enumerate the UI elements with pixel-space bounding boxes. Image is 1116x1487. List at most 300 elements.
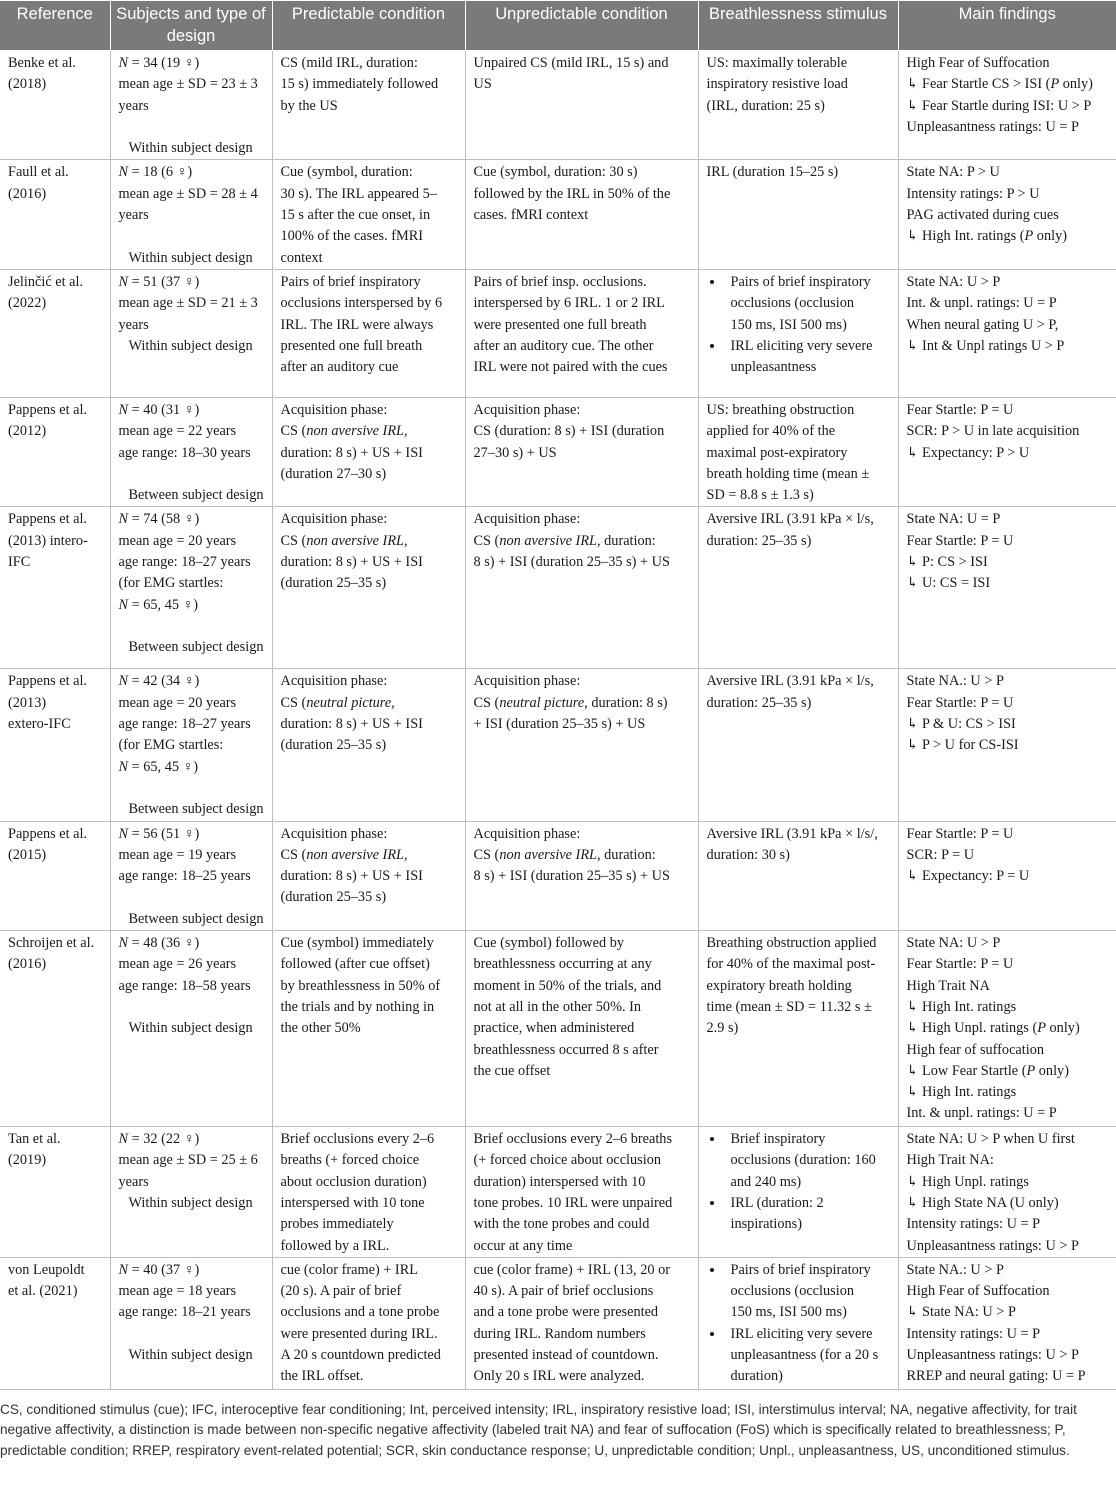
cell-stimulus bbox=[698, 507, 898, 669]
cell-line: 15 s after the cue onset, in bbox=[280, 207, 431, 224]
cell-subjects bbox=[110, 269, 272, 397]
cell-predictable bbox=[272, 51, 465, 160]
cell-subjects bbox=[110, 397, 272, 506]
cell-line: (2016) bbox=[8, 185, 47, 202]
cell-line: Fear Startle: P = U bbox=[906, 532, 1014, 549]
table-row bbox=[0, 160, 1116, 269]
stimulus-bullet-list bbox=[707, 1260, 890, 1388]
cell-line bbox=[119, 778, 264, 799]
cell-line: State NA.: U > P bbox=[906, 673, 1004, 690]
cell-line: tone probes. 10 IRL were unpaired bbox=[473, 1194, 673, 1211]
cell-reference bbox=[0, 269, 110, 397]
cell-line: about occlusion duration) bbox=[280, 1173, 427, 1190]
cell-line: Within subject design bbox=[128, 1194, 253, 1211]
cell-line: N = 56 (51 ♀) bbox=[118, 825, 200, 842]
cell-line: (20 s). A pair of brief bbox=[280, 1283, 402, 1300]
cell-findings bbox=[898, 1257, 1116, 1389]
cell-line: (2016) bbox=[8, 956, 47, 973]
cell-line: age range: 18–27 years bbox=[118, 554, 251, 571]
cell-line: (+ forced choice about occlusion bbox=[473, 1152, 661, 1169]
cell-line: by the US bbox=[280, 97, 338, 114]
table-row bbox=[0, 51, 1116, 160]
cell-line: ↳ High Unpl. ratings (P only) bbox=[906, 1020, 1080, 1037]
cell-line: Intensity ratings: P > U bbox=[906, 185, 1040, 202]
cell-line: IFC bbox=[8, 554, 31, 571]
cell-line: ↳ High Unpl. ratings bbox=[906, 1173, 1029, 1190]
cell-line: Cue (symbol) followed by bbox=[473, 935, 624, 952]
table-footnote: CS, conditioned stimulus (cue); IFC, interoceptive fear conditioning; Int, perceived intensity; IRL, inspiratory resistive load; ISI, interstimulus interval; NA, negative affectivity, for trait negative affectivity, a distinction is made between non-specific negative affectivity (labeled trait NA) and fear of suffocation (FoS) which is specifically related to breathlessness; P, predictable condition; RREP, respiratory event-related potential; SCR, skin conductance response; U, unpredictable condition; Unpl., unpleasantness, US, unconditioned stimulus. bbox=[0, 1401, 1077, 1458]
stimulus-bullet-list bbox=[707, 1129, 890, 1235]
cell-stimulus bbox=[698, 669, 898, 821]
cell-line: SCR: P > U in late acquisition bbox=[906, 423, 1080, 440]
cell-line: followed by a IRL. bbox=[280, 1237, 390, 1254]
cell-subjects bbox=[110, 1257, 272, 1389]
cell-line: breaths (+ forced choice bbox=[280, 1152, 420, 1169]
cell-line: N = 40 (31 ♀) bbox=[118, 401, 200, 418]
cell-line: unpleasantness (for a 20 s bbox=[730, 1346, 879, 1363]
cell-line: Pappens et al. bbox=[8, 673, 88, 690]
cell-line: N = 48 (36 ♀) bbox=[118, 935, 200, 952]
cell-line: Int. & unpl. ratings: U = P bbox=[906, 295, 1057, 312]
cell-line: US: maximally tolerable bbox=[706, 55, 848, 71]
stimulus-bullet-item bbox=[725, 1324, 890, 1388]
cell-line: and a tone probe were presented bbox=[473, 1304, 659, 1321]
cell-line bbox=[119, 117, 264, 138]
cell-line: IRL. The IRL were always bbox=[280, 316, 434, 333]
cell-line: (IRL, duration: 25 s) bbox=[706, 97, 825, 114]
cell-line: Within subject design bbox=[128, 1346, 253, 1363]
cell-line: Int. & unpl. ratings: U = P bbox=[906, 1105, 1057, 1122]
cell-line: IRL (duration 15–25 s) bbox=[706, 164, 839, 181]
cell-reference bbox=[0, 931, 110, 1127]
cell-line: cue (color frame) + IRL bbox=[280, 1261, 418, 1278]
cell-line: duration: 25–35 s) bbox=[706, 532, 812, 549]
cell-stimulus bbox=[698, 931, 898, 1127]
cell-line: age range: 18–30 years bbox=[118, 444, 251, 461]
cell-line: duration: 8 s) + US + ISI bbox=[280, 554, 423, 571]
cell-line: Intensity ratings: U = P bbox=[906, 1216, 1041, 1233]
cell-line: maximal post-expiratory bbox=[706, 444, 848, 461]
cell-subjects bbox=[110, 1127, 272, 1258]
cell-line: ↳ High State NA (U only) bbox=[906, 1194, 1059, 1211]
cell-line: practice, when administered bbox=[473, 1020, 635, 1037]
cell-line: Tan et al. bbox=[8, 1131, 61, 1148]
cell-line: the cue offset bbox=[473, 1062, 551, 1079]
cell-line: Faull et al. bbox=[8, 164, 69, 181]
cell-line bbox=[119, 226, 264, 247]
cell-line: SCR: P = U bbox=[906, 846, 975, 863]
cell-line: High Fear of Suffocation bbox=[906, 1283, 1050, 1300]
table-row bbox=[0, 669, 1116, 821]
cell-line: followed by the IRL in 50% of the bbox=[473, 185, 671, 202]
cell-line: RREP and neural gating: U = P bbox=[906, 1368, 1086, 1385]
cell-unpredictable bbox=[465, 269, 698, 397]
cell-line: Aversive IRL (3.91 kPa × l/s, bbox=[706, 511, 874, 528]
cell-line: age range: 18–21 years bbox=[118, 1304, 251, 1321]
cell-line: Intensity ratings: U = P bbox=[906, 1325, 1041, 1342]
cell-line: 100% of the cases. fMRI bbox=[280, 228, 424, 245]
cell-predictable bbox=[272, 160, 465, 269]
cell-line: N = 40 (37 ♀) bbox=[118, 1261, 200, 1278]
cell-predictable bbox=[272, 1127, 465, 1258]
cell-line: Cue (symbol, duration: bbox=[280, 164, 413, 181]
cell-line: N = 65, 45 ♀) bbox=[118, 758, 199, 775]
cell-line: (duration 25–35 s) bbox=[280, 575, 387, 592]
cell-line: 8 s) + ISI (duration 25–35 s) + US bbox=[473, 554, 670, 571]
cell-predictable bbox=[272, 931, 465, 1127]
cell-line: 2.9 s) bbox=[706, 1020, 739, 1037]
cell-line: ↳ Expectancy: P > U bbox=[906, 444, 1030, 461]
cell-line: duration: 8 s) + US + ISI bbox=[280, 868, 423, 885]
cell-line: SD = 8.8 s ± 1.3 s) bbox=[706, 487, 814, 504]
cell-line: years bbox=[118, 207, 149, 224]
cell-line: unpleasantness bbox=[730, 359, 817, 376]
cell-line: Aversive IRL (3.91 kPa × l/s, bbox=[706, 673, 874, 690]
stimulus-bullet-item bbox=[725, 1260, 890, 1324]
cell-predictable bbox=[272, 821, 465, 930]
cell-unpredictable bbox=[465, 669, 698, 821]
cell-predictable bbox=[272, 269, 465, 397]
cell-line: Unpleasantness ratings: U > P bbox=[906, 1346, 1079, 1363]
cell-line: followed (after cue offset) bbox=[280, 956, 430, 973]
cell-line: Cue (symbol) immediately bbox=[280, 935, 434, 952]
cell-stimulus bbox=[698, 51, 898, 160]
cell-line: time (mean ± SD = 11.32 s ± bbox=[706, 998, 872, 1015]
table-row bbox=[0, 507, 1116, 669]
cell-line: Pairs of brief insp. occlusions. bbox=[473, 273, 647, 290]
cell-findings bbox=[898, 669, 1116, 821]
cell-line: State NA: U > P bbox=[906, 935, 1001, 952]
cell-line: for 40% of the maximal post- bbox=[706, 956, 876, 973]
cell-line: (duration 25–35 s) bbox=[280, 889, 387, 906]
cell-reference bbox=[0, 51, 110, 160]
cell-line: ↳ P > U for CS-ISI bbox=[906, 737, 1019, 754]
cell-line: von Leupoldt bbox=[8, 1261, 85, 1278]
header-unpredictable: Unpredictable condition bbox=[465, 1, 698, 51]
cell-line: occur at any time bbox=[473, 1237, 573, 1254]
cell-findings bbox=[898, 397, 1116, 506]
cell-subjects bbox=[110, 51, 272, 160]
cell-line: State NA.: U > P bbox=[906, 1261, 1004, 1278]
cell-line: Between subject design bbox=[128, 639, 264, 656]
cell-line: N = 74 (58 ♀) bbox=[118, 511, 200, 528]
table-row bbox=[0, 269, 1116, 397]
cell-line: • Pairs of brief inspiratory bbox=[730, 273, 871, 290]
cell-line: occlusions interspersed by 6 bbox=[280, 295, 443, 312]
cell-line: moment in 50% of the trials, and bbox=[473, 977, 662, 994]
cell-line: duration) bbox=[730, 1368, 783, 1385]
cell-reference bbox=[0, 1257, 110, 1389]
cell-line: Within subject design bbox=[128, 249, 253, 266]
cell-line: inspirations) bbox=[730, 1216, 802, 1233]
cell-reference bbox=[0, 507, 110, 669]
cell-predictable bbox=[272, 507, 465, 669]
cell-line: were presented one full breath bbox=[473, 316, 647, 333]
cell-line: Within subject design bbox=[128, 1020, 253, 1037]
cell-line: Fear Startle: P = U bbox=[906, 956, 1014, 973]
cell-line: 150 ms, ISI 500 ms) bbox=[730, 1304, 847, 1321]
cell-line: and 240 ms) bbox=[730, 1173, 802, 1190]
cell-line: after an auditory cue bbox=[280, 359, 399, 376]
stimulus-bullet-list bbox=[707, 272, 890, 378]
cell-line: US bbox=[473, 76, 492, 93]
cell-predictable bbox=[272, 397, 465, 506]
cell-line: years bbox=[118, 1173, 149, 1190]
cell-line: High fear of suffocation bbox=[906, 1041, 1044, 1058]
cell-line: (2013) bbox=[8, 694, 47, 711]
header-reference: Reference bbox=[0, 1, 110, 51]
cell-line: duration) interspersed with 10 bbox=[473, 1173, 646, 1190]
cell-unpredictable bbox=[465, 51, 698, 160]
cell-line: ↳ U: CS = ISI bbox=[906, 575, 991, 592]
cell-line: + ISI (duration 25–35 s) + US bbox=[473, 716, 646, 733]
cell-line: • Brief inspiratory bbox=[730, 1131, 826, 1148]
cell-line: Unpleasantness ratings: U > P bbox=[906, 1237, 1079, 1254]
cell-line: Fear Startle: P = U bbox=[906, 401, 1014, 418]
cell-predictable bbox=[272, 1257, 465, 1389]
cell-line: Pappens et al. bbox=[8, 825, 88, 842]
table-row bbox=[0, 931, 1116, 1127]
cell-line bbox=[119, 887, 264, 908]
cell-line: mean age ± SD = 21 ± 3 bbox=[118, 295, 258, 312]
cell-line: occlusions (duration: 160 bbox=[730, 1152, 876, 1169]
cell-line: High Fear of Suffocation bbox=[906, 55, 1050, 71]
cell-line: State NA: U = P bbox=[906, 511, 1001, 528]
cell-stimulus bbox=[698, 269, 898, 397]
table-row bbox=[0, 1127, 1116, 1258]
cell-line: presented instead of countdown. bbox=[473, 1346, 659, 1363]
cell-line: ↳ High Int. ratings bbox=[906, 1084, 1017, 1101]
cell-line: CS (non aversive IRL, bbox=[280, 532, 408, 549]
cell-line: during IRL. Random numbers bbox=[473, 1325, 646, 1342]
cell-line: Acquisition phase: bbox=[280, 401, 388, 418]
cell-line: Between subject design bbox=[128, 487, 264, 504]
stimulus-bullet-item bbox=[725, 336, 890, 379]
table-row bbox=[0, 821, 1116, 930]
cell-line: Breathing obstruction applied bbox=[706, 935, 877, 952]
cell-line: CS (non aversive IRL, duration: bbox=[473, 846, 656, 863]
stimulus-bullet-item bbox=[725, 272, 890, 336]
table-header-row bbox=[0, 1, 1116, 51]
cell-line: 30 s). The IRL appeared 5– bbox=[280, 185, 437, 202]
cell-unpredictable bbox=[465, 1257, 698, 1389]
cell-unpredictable bbox=[465, 821, 698, 930]
cell-line: breathlessness occurred 8 s after bbox=[473, 1041, 659, 1058]
cell-line: Acquisition phase: bbox=[473, 401, 581, 418]
cell-line: duration: 8 s) + US + ISI bbox=[280, 716, 423, 733]
cell-line: High Trait NA bbox=[906, 977, 990, 994]
cell-line: expiratory breath holding bbox=[706, 977, 852, 994]
cell-line: Schroijen et al. bbox=[8, 935, 95, 952]
cell-line: Aversive IRL (3.91 kPa × l/s/, bbox=[706, 825, 878, 842]
cell-line: ↳ Int & Unpl ratings U > P bbox=[906, 337, 1065, 354]
cell-stimulus bbox=[698, 1127, 898, 1258]
cell-line: interspersed with 10 tone bbox=[280, 1194, 425, 1211]
cell-subjects bbox=[110, 931, 272, 1127]
cell-line: ↳ Fear Startle CS > ISI (P only) bbox=[906, 76, 1093, 93]
cell-line: ↳ Fear Startle during ISI: U > P bbox=[906, 97, 1092, 114]
cell-line: occlusions (occlusion bbox=[730, 1283, 854, 1300]
cell-subjects bbox=[110, 507, 272, 669]
cell-line: Acquisition phase: bbox=[280, 673, 388, 690]
cell-line: duration: 30 s) bbox=[706, 846, 790, 863]
cell-line: Acquisition phase: bbox=[473, 673, 581, 690]
table-row bbox=[0, 1257, 1116, 1389]
cell-line: (2015) bbox=[8, 846, 47, 863]
cell-line: 150 ms, ISI 500 ms) bbox=[730, 316, 847, 333]
cell-line bbox=[119, 616, 264, 637]
stimulus-bullet-item bbox=[725, 1193, 890, 1236]
cell-subjects bbox=[110, 669, 272, 821]
header-predictable: Predictable condition bbox=[272, 1, 465, 51]
cell-unpredictable bbox=[465, 160, 698, 269]
cell-line: age range: 18–58 years bbox=[118, 977, 251, 994]
cell-line: mean age ± SD = 25 ± 6 bbox=[118, 1152, 258, 1169]
cell-stimulus bbox=[698, 821, 898, 930]
cell-line: the IRL offset. bbox=[280, 1368, 364, 1385]
cell-line: the other 50% bbox=[280, 1020, 361, 1037]
cell-line: Brief occlusions every 2–6 breaths bbox=[473, 1131, 673, 1148]
cell-line: mean age = 19 years bbox=[118, 846, 237, 863]
cell-line: PAG activated during cues bbox=[906, 207, 1059, 224]
cell-line: When neural gating U > P, bbox=[906, 316, 1059, 333]
cell-line: (for EMG startles: bbox=[118, 575, 224, 592]
cell-line: State NA: U > P bbox=[906, 273, 1001, 290]
cell-line: duration: 8 s) + US + ISI bbox=[280, 444, 423, 461]
cell-line: Acquisition phase: bbox=[280, 825, 388, 842]
cell-line: ↳ P & U: CS > ISI bbox=[906, 716, 1016, 733]
cell-line: presented one full breath bbox=[280, 337, 423, 354]
cell-line: (duration 27–30 s) bbox=[280, 465, 387, 482]
cell-reference bbox=[0, 1127, 110, 1258]
header-findings: Main findings bbox=[898, 1, 1116, 51]
cell-line bbox=[119, 1324, 264, 1345]
cell-line: Acquisition phase: bbox=[473, 511, 581, 528]
cell-line: ↳ State NA: U > P bbox=[906, 1304, 1016, 1321]
cell-line: N = 32 (22 ♀) bbox=[118, 1131, 200, 1148]
cell-line: inspiratory resistive load bbox=[706, 76, 848, 93]
cell-line: Between subject design bbox=[128, 801, 264, 818]
cell-line: ↳ P: CS > ISI bbox=[906, 554, 988, 571]
cell-line: Within subject design bbox=[128, 337, 253, 354]
cell-line: Benke et al. bbox=[8, 55, 76, 71]
cell-line: State NA: U > P when U first bbox=[906, 1131, 1075, 1148]
cell-line: N = 34 (19 ♀) bbox=[118, 55, 200, 71]
cell-line: (for EMG startles: bbox=[118, 737, 224, 754]
header-stimulus: Breathlessness stimulus bbox=[698, 1, 898, 51]
cell-line: mean age = 22 years bbox=[118, 423, 237, 440]
cell-line: interspersed by 6 IRL. 1 or 2 IRL bbox=[473, 295, 665, 312]
cell-stimulus bbox=[698, 160, 898, 269]
cell-line: context bbox=[280, 249, 323, 266]
cell-line: 8 s) + ISI (duration 25–35 s) + US bbox=[473, 868, 670, 885]
cell-line: N = 42 (34 ♀) bbox=[118, 673, 200, 690]
cell-line: duration: 25–35 s) bbox=[706, 694, 812, 711]
cell-line: State NA: P > U bbox=[906, 164, 1000, 181]
cell-line: et al. (2021) bbox=[8, 1283, 78, 1300]
cell-line: were presented during IRL. bbox=[280, 1325, 438, 1342]
cell-line: CS (neutral picture, bbox=[280, 694, 395, 711]
cell-line: Within subject design bbox=[128, 140, 253, 157]
cell-line: • IRL eliciting very severe bbox=[730, 337, 873, 354]
cell-line: probes immediately bbox=[280, 1216, 394, 1233]
cell-line: breath holding time (mean ± bbox=[706, 465, 870, 482]
cell-line: Unpaired CS (mild IRL, 15 s) and bbox=[473, 55, 669, 71]
cell-findings bbox=[898, 1127, 1116, 1258]
cell-predictable bbox=[272, 669, 465, 821]
cell-line: Pappens et al. bbox=[8, 401, 88, 418]
cell-line: CS (mild IRL, duration: bbox=[280, 55, 418, 71]
cell-line: cue (color frame) + IRL (13, 20 or bbox=[473, 1261, 670, 1278]
cell-line: years bbox=[118, 97, 149, 114]
cell-line: Pappens et al. bbox=[8, 511, 88, 528]
cell-line: CS (duration: 8 s) + ISI (duration bbox=[473, 423, 665, 440]
cell-line: Fear Startle: P = U bbox=[906, 825, 1014, 842]
cell-line: (2012) bbox=[8, 423, 47, 440]
cell-line: N = 18 (6 ♀) bbox=[118, 164, 193, 181]
cell-line: the trials and by nothing in bbox=[280, 998, 435, 1015]
cell-line: Acquisition phase: bbox=[473, 825, 581, 842]
cell-line: 40 s). A pair of brief occlusions bbox=[473, 1283, 654, 1300]
cell-line: breathlessness occurring at any bbox=[473, 956, 652, 973]
cell-findings bbox=[898, 507, 1116, 669]
cell-line: (2022) bbox=[8, 295, 47, 312]
cell-line: Pairs of brief inspiratory bbox=[280, 273, 421, 290]
cell-line: CS (non aversive IRL, bbox=[280, 423, 408, 440]
cell-unpredictable bbox=[465, 507, 698, 669]
cell-unpredictable bbox=[465, 1127, 698, 1258]
cell-line: occlusions and a tone probe bbox=[280, 1304, 440, 1321]
cell-line: 27–30 s) + US bbox=[473, 444, 557, 461]
cell-line: Only 20 s IRL were analyzed. bbox=[473, 1368, 645, 1385]
cell-line: Brief occlusions every 2–6 bbox=[280, 1131, 435, 1148]
cell-findings bbox=[898, 51, 1116, 160]
cell-line: mean age ± SD = 28 ± 4 bbox=[118, 185, 258, 202]
cell-unpredictable bbox=[465, 397, 698, 506]
cell-subjects bbox=[110, 821, 272, 930]
cell-line: High Trait NA: bbox=[906, 1152, 994, 1169]
cell-line: after an auditory cue. The other bbox=[473, 337, 654, 354]
stimulus-bullet-item bbox=[725, 1129, 890, 1193]
cell-line: • IRL eliciting very severe bbox=[730, 1325, 873, 1342]
cell-line bbox=[119, 997, 264, 1018]
cell-line: (duration 25–35 s) bbox=[280, 737, 387, 754]
cell-line: mean age = 18 years bbox=[118, 1283, 237, 1300]
cell-line: Cue (symbol, duration: 30 s) bbox=[473, 164, 638, 181]
cell-line: occlusions (occlusion bbox=[730, 295, 854, 312]
cell-line: mean age = 26 years bbox=[118, 956, 237, 973]
cell-reference bbox=[0, 821, 110, 930]
cell-line: mean age ± SD = 23 ± 3 bbox=[118, 76, 258, 93]
cell-reference bbox=[0, 160, 110, 269]
cell-line: Jelinčić et al. bbox=[8, 273, 84, 290]
cell-line: N = 65, 45 ♀) bbox=[118, 596, 199, 613]
cell-line: ↳ Low Fear Startle (P only) bbox=[906, 1062, 1069, 1079]
cell-line: ↳ High Int. ratings (P only) bbox=[906, 228, 1067, 245]
cell-findings bbox=[898, 269, 1116, 397]
cell-reference bbox=[0, 669, 110, 821]
cell-line: Unpleasantness ratings: U = P bbox=[906, 118, 1079, 135]
cell-findings bbox=[898, 821, 1116, 930]
cell-line: not at all in the other 50%. In bbox=[473, 998, 642, 1015]
cell-line: cases. fMRI context bbox=[473, 207, 589, 224]
cell-line: (2019) bbox=[8, 1152, 47, 1169]
cell-line: Between subject design bbox=[128, 910, 264, 927]
header-subjects: Subjects and type of design bbox=[110, 1, 272, 51]
table-body bbox=[0, 51, 1116, 1390]
cell-line: CS (non aversive IRL, duration: bbox=[473, 532, 656, 549]
cell-line: Fear Startle: P = U bbox=[906, 694, 1014, 711]
